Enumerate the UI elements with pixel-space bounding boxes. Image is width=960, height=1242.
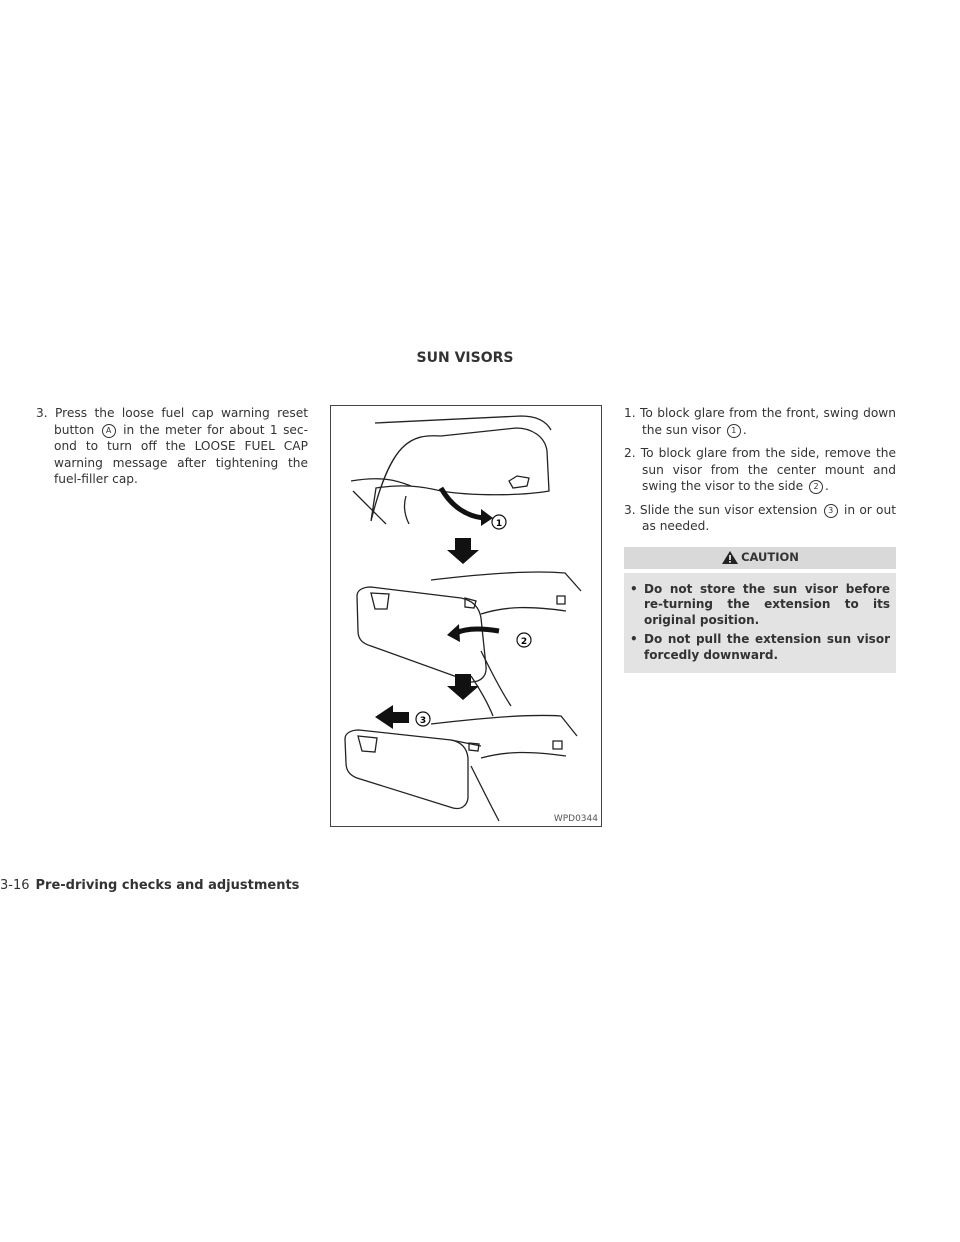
down-arrow-1 (447, 538, 479, 564)
warning-triangle-icon (721, 550, 739, 565)
step-text-after: in the meter for about 1 sec-ond to turn off the LOOSE FUEL CAP warning message after tightening the fuel-filler cap. (54, 422, 309, 486)
callout-2-marker: 2 (809, 480, 823, 494)
caution-title: CAUTION (741, 550, 799, 565)
step-text-before: To block glare from the side, remove the sun visor from the center mount and swing the visor to the side (640, 446, 896, 493)
figure-code: WPD0344 (553, 814, 598, 824)
visor-front-position (351, 416, 551, 524)
bullet-icon: • (630, 581, 638, 596)
step-2-side-glare (624, 445, 896, 495)
caution-item-text: Do not store the sun visor before re-turning the extension to its original position. (644, 581, 890, 627)
callout-2-label: 2 (520, 637, 528, 647)
step-text-after: . (742, 422, 747, 437)
step-text-before: Press the loose fuel cap warning reset button (54, 406, 309, 437)
callout-3-marker: 3 (824, 504, 838, 518)
right-column (624, 405, 896, 673)
step-number: 2. (624, 446, 636, 460)
caution-item (630, 632, 890, 663)
callout-1-marker: 1 (727, 424, 741, 438)
step-number: 3. (36, 406, 48, 420)
step-text-after: . (825, 479, 829, 493)
step-text-before: Slide the sun visor extension (639, 502, 818, 517)
page-number: 3-16 (0, 878, 30, 893)
caution-item-text: Do not pull the extension sun visor forcedly downward. (644, 632, 890, 662)
callout-1-label: 1 (495, 519, 503, 529)
sun-visor-illustration (331, 406, 601, 826)
step-text-before: To block glare from the front, swing down the sun visor (640, 406, 896, 437)
chapter-title: Pre-driving checks and adjustments (35, 878, 300, 893)
caution-body (624, 573, 896, 674)
left-column (36, 405, 308, 495)
step-3-reset-button (36, 405, 308, 488)
step-number: 1. (624, 406, 636, 420)
visor-extension-position (345, 715, 577, 821)
caution-item (630, 582, 890, 629)
step-3-extension (624, 502, 896, 535)
caution-header (624, 547, 896, 569)
bullet-icon: • (630, 632, 638, 646)
arrow-3 (375, 705, 409, 729)
callout-3-label: 3 (419, 716, 427, 726)
section-title: SUN VISORS (416, 350, 514, 366)
step-1-front-glare (624, 405, 896, 438)
step-text-after: in or out as needed. (642, 502, 897, 533)
page-footer (0, 878, 299, 893)
step-number: 3. (624, 502, 636, 517)
callout-a-marker: A (102, 424, 116, 438)
sun-visor-figure (330, 405, 602, 827)
